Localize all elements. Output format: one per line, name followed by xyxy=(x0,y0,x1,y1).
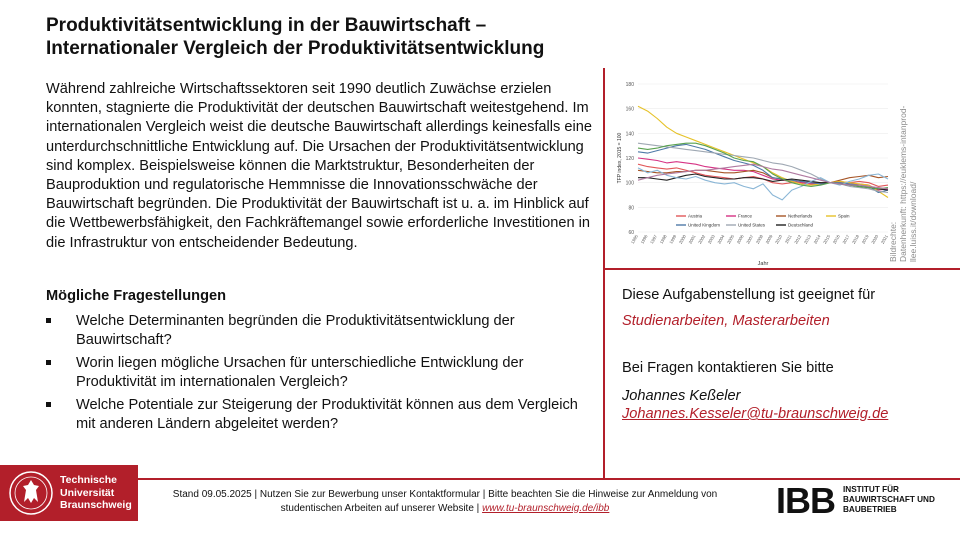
divider-vertical xyxy=(603,68,605,478)
x-tick-label: 2006 xyxy=(735,234,745,245)
x-tick-label: 2020 xyxy=(870,234,880,245)
page-title-line1: Produktivitätsentwicklung in der Bauwirtschaft – xyxy=(46,15,487,36)
contact-prompt: Bei Fragen kontaktieren Sie bitte xyxy=(622,360,834,376)
x-tick-label: 1999 xyxy=(668,234,678,245)
question-item xyxy=(46,354,601,391)
x-tick-label: 1998 xyxy=(658,234,668,245)
footer-line1: Stand 09.05.2025 | Nutzen Sie zur Bewerbung unser Kontaktformular | Bitte beachten Sie die Hinweise zur Anmeldung von xyxy=(172,489,718,500)
x-tick-label: 2021 xyxy=(879,234,889,245)
x-tick-label: 2010 xyxy=(774,234,784,245)
x-tick-label: 1996 xyxy=(639,234,649,245)
x-tick-label: 2003 xyxy=(706,234,716,245)
x-tick-label: 2007 xyxy=(745,234,755,245)
x-tick-label: 2000 xyxy=(677,234,687,245)
work-types: Studienarbeiten, Masterarbeiten xyxy=(622,313,830,329)
y-tick-label: 60 xyxy=(628,230,634,236)
question-item xyxy=(46,312,601,349)
series-line xyxy=(638,143,888,189)
x-tick-label: 2004 xyxy=(716,234,726,245)
y-tick-label: 120 xyxy=(625,156,634,162)
x-tick-label: 2019 xyxy=(860,234,870,245)
bullet-icon xyxy=(46,402,51,407)
contact-email-link[interactable]: Johannes.Kesseler@tu-braunschweig.de xyxy=(622,406,889,422)
tfp-line-chart xyxy=(612,76,897,266)
x-tick-label: 1997 xyxy=(649,234,659,245)
footer-website-link[interactable]: www.tu-braunschweig.de/ibb xyxy=(482,502,610,514)
ibb-sub-line1: INSTITUT FÜR xyxy=(843,485,899,494)
x-tick-label: 1995 xyxy=(629,234,639,245)
legend-label: Spain xyxy=(838,213,850,219)
y-tick-label: 80 xyxy=(628,205,634,212)
x-tick-label: 2009 xyxy=(764,234,774,245)
y-tick-label: 100 xyxy=(625,180,634,187)
footer-text xyxy=(140,488,750,515)
x-tick-label: 2005 xyxy=(726,234,736,245)
image-credit xyxy=(888,82,932,262)
x-tick-label: 2011 xyxy=(783,234,793,245)
bullet-icon xyxy=(46,318,51,323)
contact-name: Johannes Keßeler xyxy=(622,388,741,404)
tu-logo-line1: Technische xyxy=(60,474,117,486)
x-tick-label: 2014 xyxy=(812,234,822,245)
questions-list xyxy=(46,312,601,438)
bullet-icon xyxy=(46,360,51,365)
legend-label: Austria xyxy=(688,213,703,219)
ibb-subtitle xyxy=(843,485,935,515)
y-tick-label: 180 xyxy=(625,82,634,88)
legend-label: Netherlands xyxy=(788,213,813,219)
image-credit-label: Bildrechte: xyxy=(888,221,898,262)
ibb-logo[interactable]: IBB xyxy=(776,480,835,521)
y-tick-label: 140 xyxy=(625,131,634,138)
y-axis-label: TFP index, 2015 = 100 xyxy=(617,132,623,184)
ibb-sub-line3: BAUBETRIEB xyxy=(843,505,897,514)
x-axis-label: Jahr xyxy=(757,261,769,266)
page-title xyxy=(46,14,606,60)
legend-label: United Kingdom xyxy=(688,222,721,228)
footer-line2: studentischen Arbeiten auf unserer Website | xyxy=(280,502,480,514)
divider-right xyxy=(603,268,960,270)
x-tick-label: 2013 xyxy=(802,234,812,245)
y-tick-label: 160 xyxy=(625,106,634,113)
question-text: Welche Potentiale zur Steigerung der Produktivität können aus dem Vergleich mit anderen Ländern abgeleitet werden? xyxy=(76,397,578,432)
x-tick-label: 2018 xyxy=(851,234,861,245)
x-tick-label: 2012 xyxy=(793,234,803,245)
legend-label: Deutschland xyxy=(788,222,814,228)
suitable-label: Diese Aufgabenstellung ist geeignet für xyxy=(622,287,876,303)
tu-braunschweig-logo[interactable] xyxy=(0,465,138,521)
tu-logo-line2: Universität xyxy=(60,486,115,499)
x-tick-label: 2002 xyxy=(697,234,707,245)
ibb-sub-line2: BAUWIRTSCHAFT UND xyxy=(843,495,935,504)
question-text: Worin liegen mögliche Ursachen für unterschiedliche Entwicklung der Produktivität im internationalen Vergleich? xyxy=(76,355,524,390)
tu-seal-icon xyxy=(6,468,56,518)
question-item xyxy=(46,396,601,433)
questions-heading: Mögliche Fragestellungen xyxy=(46,288,227,304)
question-text: Welche Determinanten begründen die Produktivitätsentwicklung der Bauwirtschaft? xyxy=(76,313,515,348)
x-tick-label: 2015 xyxy=(822,234,832,245)
legend-label: France xyxy=(738,213,753,219)
x-tick-label: 2017 xyxy=(841,234,851,245)
intro-text: Während zahlreiche Wirtschaftssektoren seit 1990 deutlich Zuwächse erzielen konnten, stagnierte die Produktivität der deutschen Bauwirtschaft weitestgehend. Im internationalen Vergleich weist die deutsche Bauwirtschaft allerdings keinesfalls eine unterdurchschnittliche Entwicklung auf. Die Ursachen der Produktivitätsentwicklung sind komplex. Beispielsweise können die Marktstruktur, Besonderheiten der Bauproduktion und regulatorische Hemmnisse die Innovationsschwäche der Bauwirtschaft begründen. Die Produktivität der Bauwirtschaft ist u. a. im Hinblick auf die Wettbewerbsfähigkeit, den Fachkräftemangel sowie erforderliche Investitionen in die Infrastruktur von entscheidender Bedeutung. xyxy=(46,81,592,251)
x-tick-label: 2008 xyxy=(754,234,764,245)
x-tick-label: 2016 xyxy=(831,234,841,245)
image-credit-line1: Datenherkunft: https://euklems-intanprod- xyxy=(898,105,908,262)
x-tick-label: 2001 xyxy=(687,234,697,245)
page-title-line2: Internationaler Vergleich der Produktivitätsentwicklung xyxy=(46,38,545,59)
tu-logo-line3: Braunschweig xyxy=(60,499,132,511)
image-credit-line2: llee.luiss.it/download/ xyxy=(908,181,918,262)
legend-label: United States xyxy=(738,222,766,228)
